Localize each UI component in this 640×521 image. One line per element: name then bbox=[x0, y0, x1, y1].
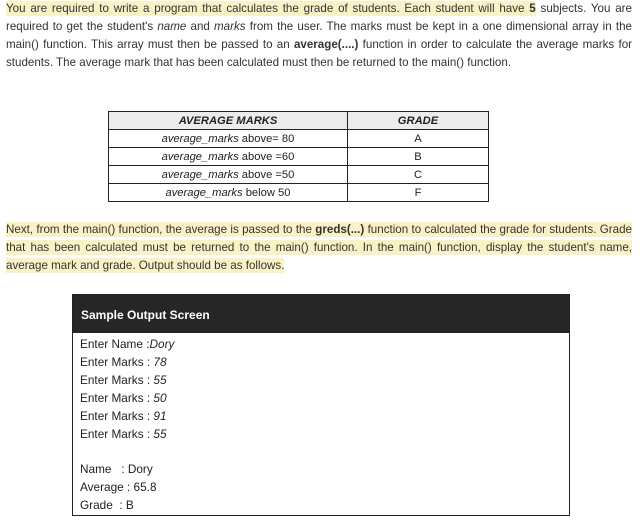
input-line bbox=[80, 389, 562, 407]
para1-marks-term: marks bbox=[214, 20, 246, 33]
sample-output-screen bbox=[72, 294, 570, 516]
para1-text: from the user. The marks must be kept in a one dimensional array in the main() function. This array must then be passed to an bbox=[6, 20, 632, 51]
sample-output-title: Sample Output Screen bbox=[73, 295, 569, 333]
para1-name-term: name bbox=[157, 20, 187, 33]
input-value: 78 bbox=[153, 355, 167, 369]
average-marks-condition: below 50 bbox=[242, 186, 291, 199]
para1-text: You are required to write a program that calculates the grade of students. Each student will have bbox=[6, 2, 530, 15]
input-line bbox=[80, 335, 562, 353]
para1-subject-count: 5 bbox=[529, 2, 536, 15]
average-marks-condition: above =50 bbox=[238, 168, 295, 181]
grade-cell: A bbox=[348, 130, 489, 148]
input-value: 55 bbox=[153, 373, 167, 387]
sample-output-body bbox=[73, 333, 569, 516]
table-row bbox=[109, 184, 489, 202]
input-line bbox=[80, 425, 562, 443]
average-marks-var: average_marks bbox=[165, 186, 243, 199]
input-label: Enter Name : bbox=[80, 337, 150, 351]
output-line-grade: Grade : B bbox=[80, 498, 134, 512]
grade-table-header-row bbox=[109, 112, 489, 130]
average-marks-cell bbox=[109, 148, 348, 166]
average-marks-var: average_marks bbox=[161, 150, 239, 163]
para1-text: subjects. You are required to get the student's bbox=[6, 2, 632, 33]
spacer bbox=[80, 443, 562, 460]
average-marks-cell bbox=[109, 184, 348, 202]
average-marks-cell bbox=[109, 130, 348, 148]
input-label: Enter Marks : bbox=[80, 373, 154, 387]
input-value: 55 bbox=[153, 427, 167, 441]
table-row bbox=[109, 148, 489, 166]
input-line bbox=[80, 407, 562, 425]
grade-cell: C bbox=[348, 166, 489, 184]
input-value: 50 bbox=[153, 391, 167, 405]
grade-cell: B bbox=[348, 148, 489, 166]
para2-text: function to calculated the grade for students. Grade that has been calculated must be returned to the main() function. In the main() function, display the student's name, average mark and grade. Output should be as follows. bbox=[6, 223, 632, 272]
input-label: Enter Marks : bbox=[80, 409, 154, 423]
input-line bbox=[80, 353, 562, 371]
para1-average-function: average(....) bbox=[293, 38, 359, 51]
average-marks-condition: above =60 bbox=[238, 150, 295, 163]
table-row bbox=[109, 130, 489, 148]
para2-grade-function: greds(...) bbox=[315, 223, 365, 236]
input-value: 91 bbox=[153, 409, 167, 423]
para1-text: function in order to calculate the average marks for students. The average mark that has been calculated must then be returned to the main() function. bbox=[6, 38, 633, 69]
input-label: Enter Marks : bbox=[80, 355, 154, 369]
grade-cell: F bbox=[348, 184, 489, 202]
input-label: Enter Marks : bbox=[80, 427, 154, 441]
average-marks-header: AVERAGE MARKS bbox=[109, 112, 348, 130]
grade-table bbox=[108, 111, 489, 202]
average-marks-cell bbox=[109, 166, 348, 184]
input-line bbox=[80, 371, 562, 389]
para1-text: and bbox=[186, 20, 215, 33]
grade-header: GRADE bbox=[348, 112, 489, 130]
para2-text: Next, from the main() function, the average is passed to the bbox=[6, 223, 316, 236]
instruction-paragraph-2 bbox=[6, 221, 632, 275]
average-marks-var: average_marks bbox=[161, 168, 239, 181]
output-line-name: Name : Dory bbox=[80, 462, 153, 476]
instruction-paragraph-1 bbox=[6, 0, 632, 72]
average-marks-condition: above= 80 bbox=[238, 132, 295, 145]
input-value: Dory bbox=[149, 337, 175, 351]
input-label: Enter Marks : bbox=[80, 391, 154, 405]
table-row bbox=[109, 166, 489, 184]
output-line-average: Average : 65.8 bbox=[80, 480, 157, 494]
average-marks-var: average_marks bbox=[161, 132, 239, 145]
